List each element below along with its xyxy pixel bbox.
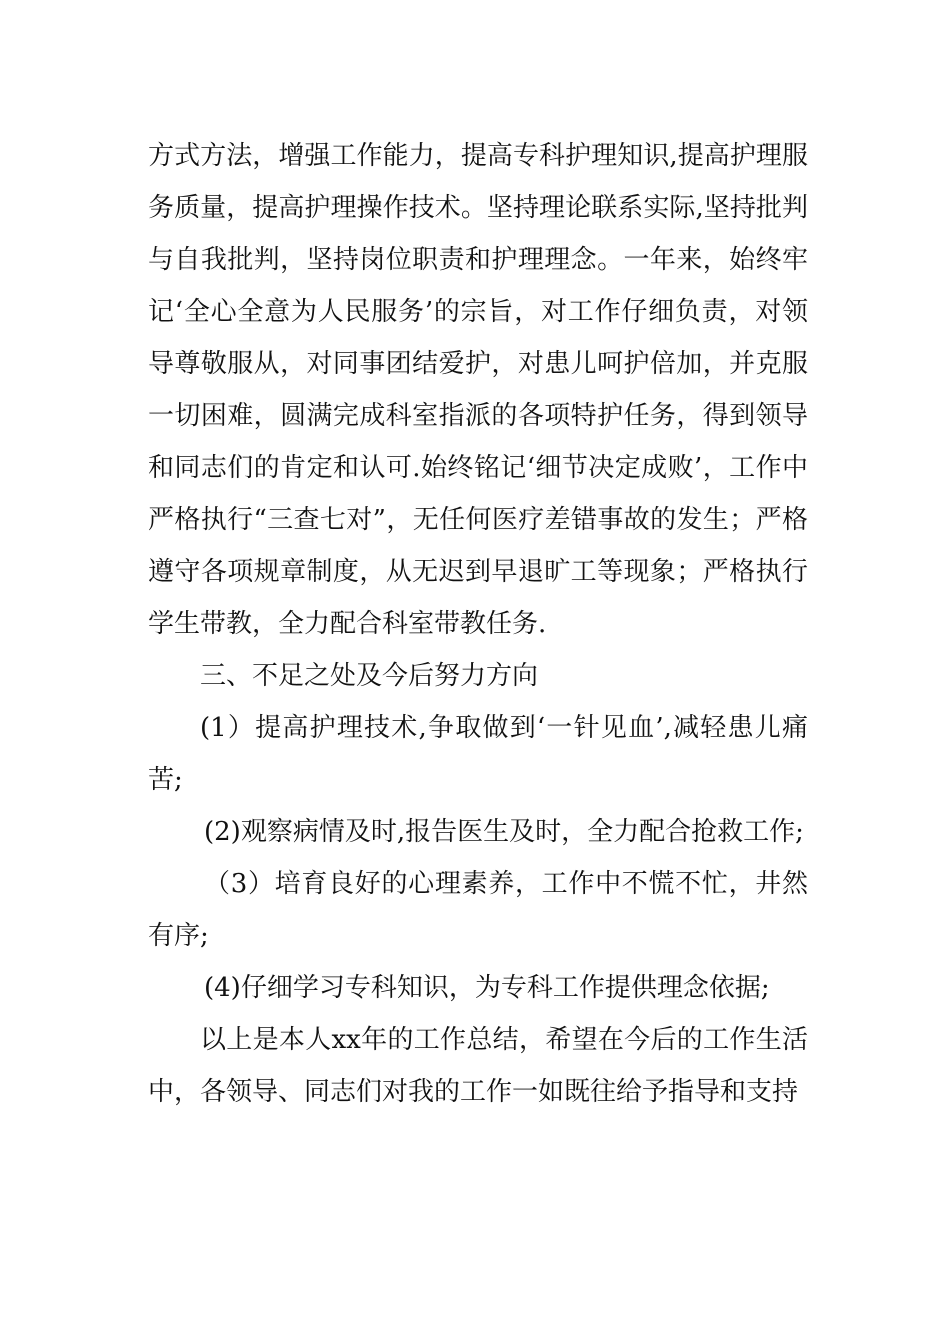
list-item-4: (4)仔细学习专科知识，为专科工作提供理念依据; xyxy=(204,973,770,1003)
list-item-2: (2)观察病情及时,报告医生及时，全力配合抢救工作; xyxy=(204,817,804,847)
document-body xyxy=(148,130,808,1118)
paragraph-work-summary: 方式方法，增强工作能力，提高专科护理知识,提高护理服务质量，提高护理操作技术。坚持理论联系实际,坚持批判与自我批判，坚持岗位职责和护理理念。一年来，始终牢记‘全心全意为人民服务’的宗旨，对工作仔细负责，对领导尊敬服从，对同事团结爱护，对患儿呵护倍加，并克服一切困难，圆满完成科室指派的各项特护任务，得到领导和同志们的肯定和认可.始终铭记‘细节决定成败’，工作中严格执行“三查七对”，无任何医疗差错事故的发生；严格遵守各项规章制度，从无迟到早退旷工等现象；严格执行学生带教，全力配合科室带教任务. xyxy=(148,141,808,639)
list-item-3: （3）培育良好的心理素养，工作中不慌不忙，井然有序; xyxy=(148,869,808,951)
paragraph-closing: 以上是本人xx年的工作总结，希望在今后的工作生活中，各领导、同志们对我的工作一如既往给予指导和支持 xyxy=(148,1025,808,1107)
section-heading-shortcomings: 三、不足之处及今后努力方向 xyxy=(200,661,539,691)
list-item-1: (1）提高护理技术,争取做到‘一针见血’,减轻患儿痛苦; xyxy=(148,713,808,795)
